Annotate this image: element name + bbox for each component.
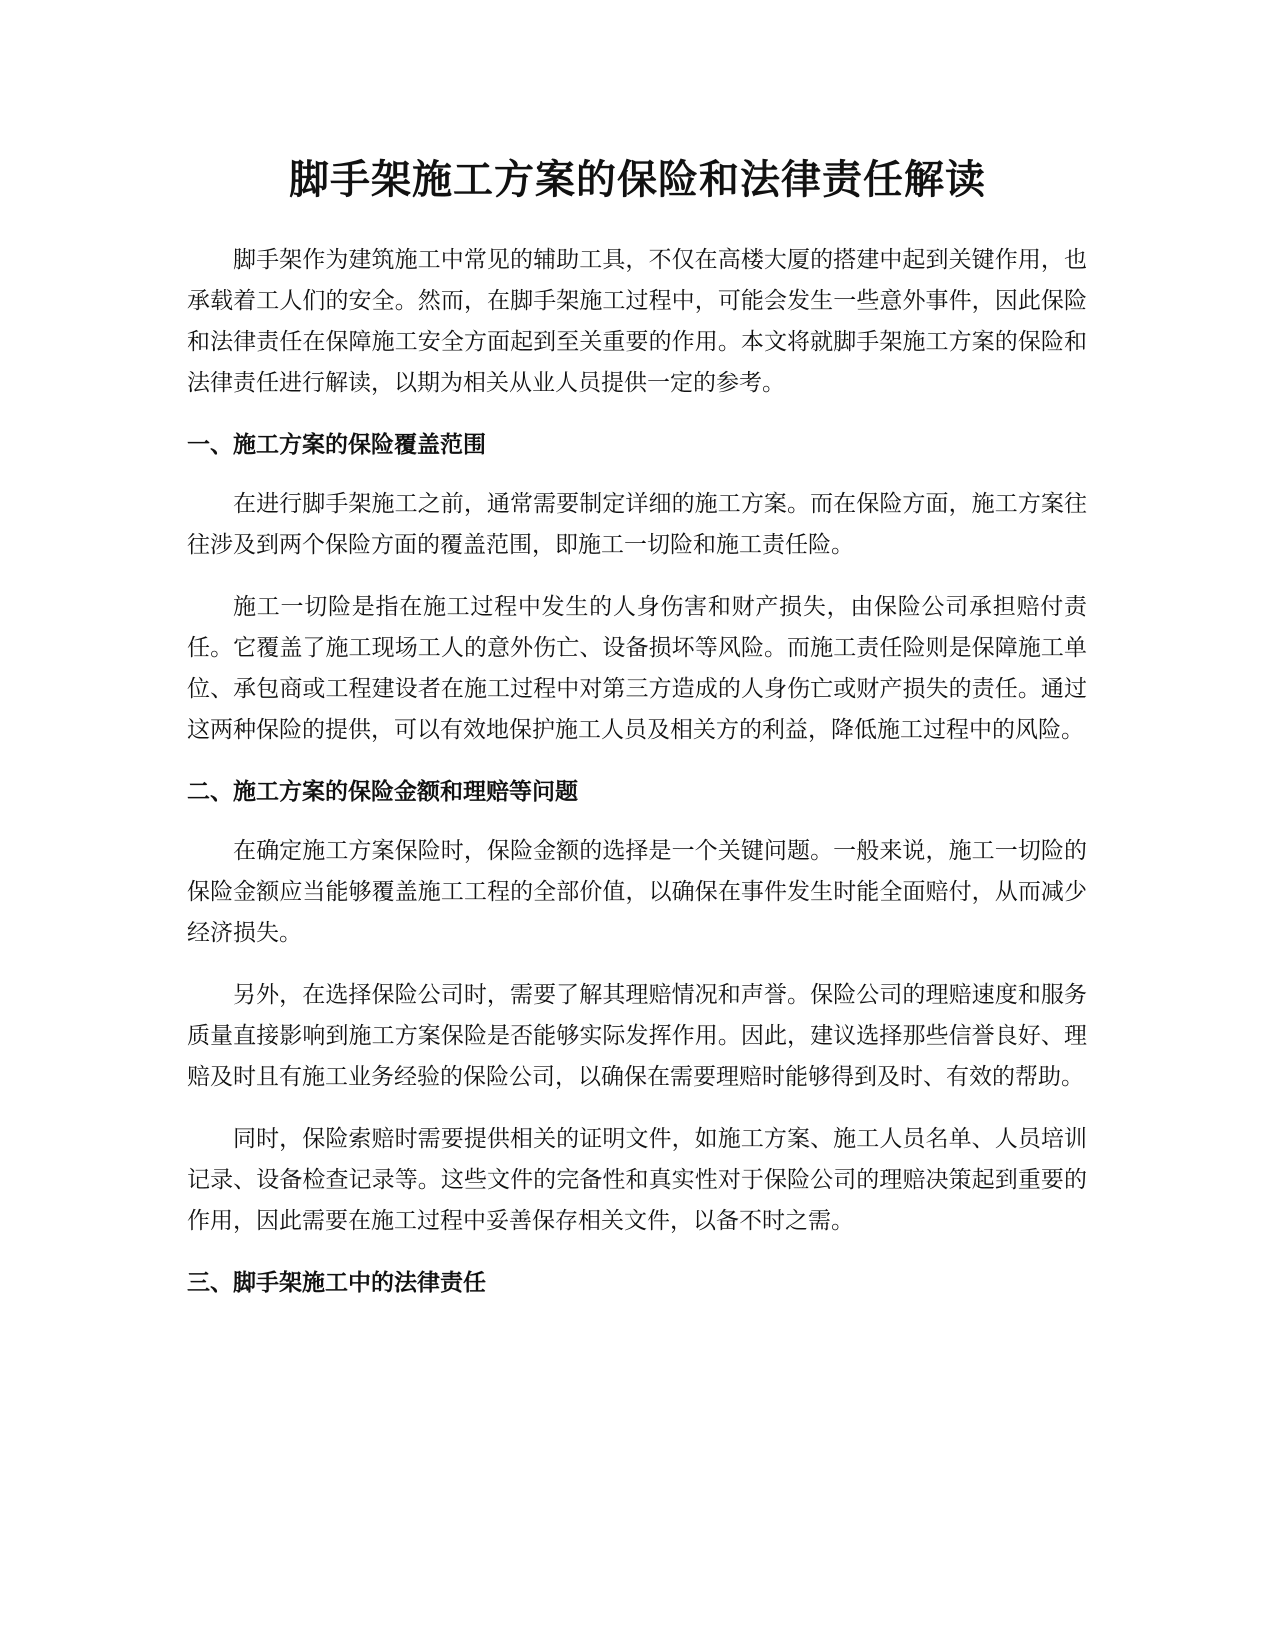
- section-2-heading: 二、施工方案的保险金额和理赔等问题: [187, 779, 578, 805]
- section-2-paragraph-1: 在确定施工方案保险时，保险金额的选择是一个关键问题。一般来说，施工一切险的保险金额应当能够覆盖施工工程的全部价值，以确保在事件发生时能全面赔付，从而减少经济损失。: [187, 838, 1087, 946]
- section-1-paragraph-2: 施工一切险是指在施工过程中发生的人身伤害和财产损失，由保险公司承担赔付责任。它覆盖了施工现场工人的意外伤亡、设备损坏等风险。而施工责任险则是保障施工单位、承包商或工程建设者在施工过程中对第三方造成的人身伤亡或财产损失的责任。通过这两种保险的提供，可以有效地保护施工人员及相关方的利益，降低施工过程中的风险。: [187, 594, 1087, 743]
- document-body: [187, 240, 1087, 1304]
- section-1-paragraph-1: 在进行脚手架施工之前，通常需要制定详细的施工方案。而在保险方面，施工方案往往涉及到两个保险方面的覆盖范围，即施工一切险和施工责任险。: [187, 491, 1087, 558]
- document-title: 脚手架施工方案的保险和法律责任解读: [289, 157, 986, 203]
- section-2-paragraph-2: 另外，在选择保险公司时，需要了解其理赔情况和声誉。保险公司的理赔速度和服务质量直接影响到施工方案保险是否能够实际发挥作用。因此，建议选择那些信誉良好、理赔及时且有施工业务经验的保险公司，以确保在需要理赔时能够得到及时、有效的帮助。: [187, 982, 1087, 1090]
- intro-paragraph: 脚手架作为建筑施工中常见的辅助工具，不仅在高楼大厦的搭建中起到关键作用，也承载着工人们的安全。然而，在脚手架施工过程中，可能会发生一些意外事件，因此保险和法律责任在保障施工安全方面起到至关重要的作用。本文将就脚手架施工方案的保险和法律责任进行解读，以期为相关从业人员提供一定的参考。: [187, 247, 1087, 396]
- section-2-paragraph-3: 同时，保险索赔时需要提供相关的证明文件，如施工方案、施工人员名单、人员培训记录、设备检查记录等。这些文件的完备性和真实性对于保险公司的理赔决策起到重要的作用，因此需要在施工过程中妥善保存相关文件，以备不时之需。: [187, 1126, 1087, 1234]
- section-1-heading: 一、施工方案的保险覆盖范围: [187, 432, 486, 458]
- section-3-heading: 三、脚手架施工中的法律责任: [187, 1270, 486, 1296]
